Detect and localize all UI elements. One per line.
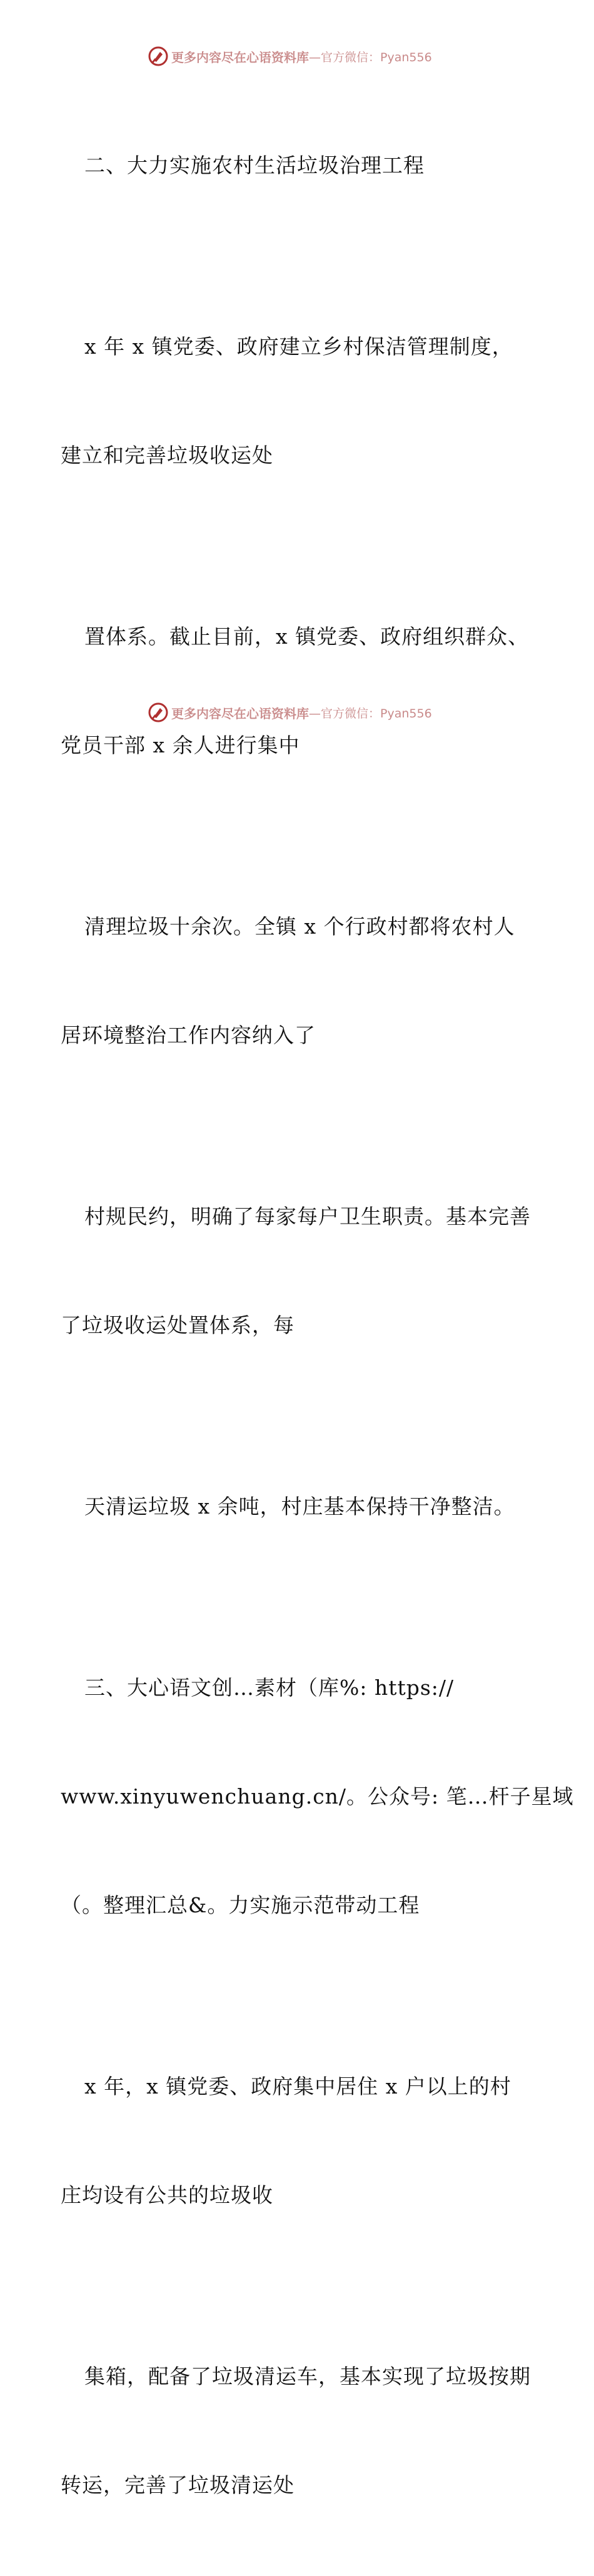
text-line: 转运，完善了垃圾清运处 [61,2473,294,2497]
paragraph-3 [61,546,542,836]
text-line: 居环境整治工作内容纳入了 [61,1023,316,1047]
text-line: x 年，x 镇党委、政府集中居住 x 户以上的村 [84,2074,511,2099]
text-line: 三、大心语文创…素材（库%: https:// [84,1675,455,1700]
header-banner [148,44,448,69]
text-line: （。整理汇总&。力实施示范带动工程 [61,1893,420,1917]
footer-banner [148,700,448,725]
paragraph-8 [61,1996,542,2286]
text-line: 集箱，配备了垃圾清运车，基本实现了垃圾按期 [84,2364,531,2389]
paragraph-9 [61,2286,542,2576]
paragraph-2 [61,256,542,546]
text-line: 二、大力实施农村生活垃圾治理工程 [84,153,425,177]
text-line: 清理垃圾十余次。全镇 x 个行政村都将农村人 [84,914,515,939]
text-line: 党员干部 x 余人进行集中 [61,733,300,757]
paragraph-1 [61,75,542,256]
paragraph-7 [61,1597,574,1996]
banner-sub-text: —官方微信：Pyan556 [309,50,432,64]
text-line: www.xinyuwenchuang.cn/。公众号: 笔…杆子星域 [61,1784,574,1809]
document-body [61,75,574,2576]
pen-nib-logo-icon [148,702,169,723]
paragraph-5 [61,1126,542,1416]
text-line: x 年 x 镇党委、政府建立乡村保洁管理制度， [84,334,513,359]
pen-nib-logo-icon [148,46,169,67]
text-line: 村规民约，明确了每家每户卫生职责。基本完善 [84,1204,531,1229]
banner-main-text: 更多内容尽在心语资料库 [171,49,309,65]
text-line: 庄均设有公共的垃圾收 [61,2183,273,2207]
banner-main-text: 更多内容尽在心语资料库 [171,706,309,721]
text-line: 了垃圾收运处置体系，每 [61,1313,294,1337]
text-line: 天清运垃圾 x 余吨，村庄基本保持干净整洁。 [84,1494,515,1519]
text-line: 建立和完善垃圾收运处 [61,443,273,467]
paragraph-6 [61,1416,542,1597]
text-line: 置体系。截止目前，x 镇党委、政府组织群众、 [84,624,530,649]
paragraph-4 [61,836,542,1126]
banner-sub-text: —官方微信：Pyan556 [309,706,432,721]
